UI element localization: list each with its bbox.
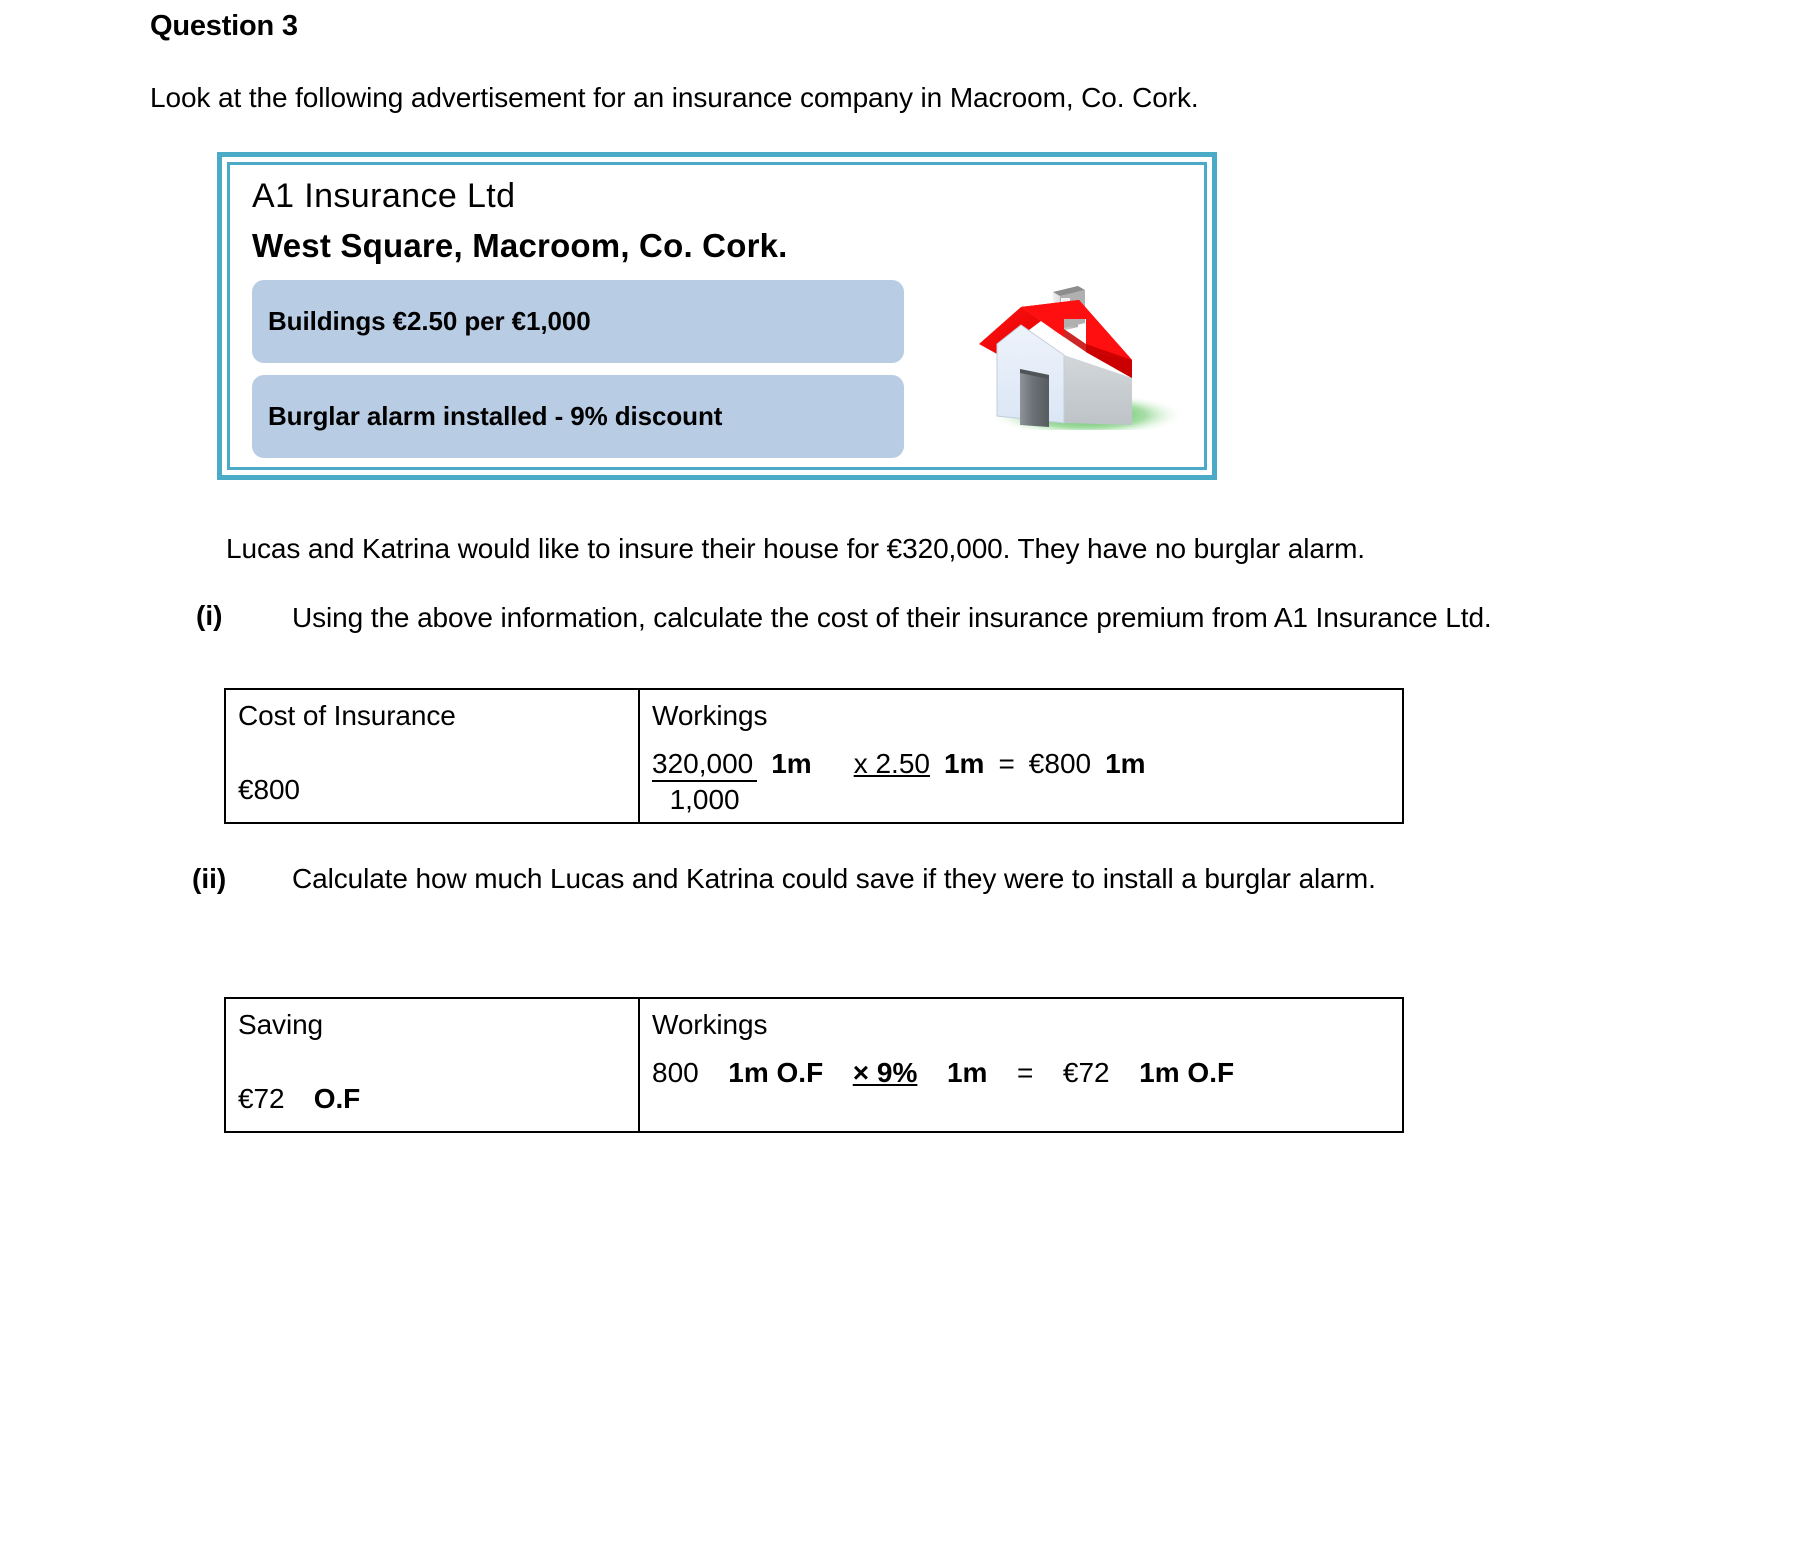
saving-label-cell [225,998,639,1132]
part-ii-text: Calculate how much Lucas and Katrina could save if they were to install a burglar alarm. [292,863,1376,894]
saving-answer-note: O.F [313,1083,361,1114]
house-icon [975,245,1205,430]
table-row [225,689,1403,823]
saving-workings-cell [639,998,1403,1132]
advertisement-address: West Square, Macroom, Co. Cork. [252,227,788,264]
part-i-marker: (i) [196,600,223,631]
saving-answer-value: €72 [238,1083,285,1114]
advertisement-pill-burglar-alarm-label: Burglar alarm installed - 9% discount [268,401,723,431]
premium-answer-table [224,688,1404,824]
premium-mark-3: 1m [1105,748,1146,779]
part-ii-marker: (ii) [192,863,227,894]
premium-result: €800 [1028,748,1092,779]
premium-workings-cell [639,689,1403,823]
saving-mark-1: 1m O.F [728,1057,824,1088]
advertisement-pill-burglar-alarm [252,375,904,458]
premium-fraction-numerator: 320,000 [652,748,757,782]
saving-base: 800 [652,1057,699,1088]
intro-paragraph: Look at the following advertisement for an insurance company in Macroom, Co. Cork. [150,82,1199,113]
advertisement-inner-frame [227,162,1207,470]
premium-fraction [652,748,757,816]
premium-label-cell [225,689,639,823]
premium-label-header: Cost of Insurance [238,700,456,731]
saving-workings-header: Workings [652,1009,768,1040]
saving-mark-3: 1m O.F [1139,1057,1235,1088]
advertisement-box [217,152,1217,480]
premium-workings-header: Workings [652,700,768,731]
saving-percent: × 9% [852,1057,918,1088]
scenario-paragraph: Lucas and Katrina would like to insure their house for €320,000. They have no burglar alarm. [226,533,1365,564]
premium-fraction-denominator: 1,000 [669,784,740,816]
part-i-text: Using the above information, calculate the cost of their insurance premium from A1 Insurance Ltd. [292,602,1492,633]
advertisement-pill-buildings-label: Buildings €2.50 per €1,000 [268,306,591,336]
premium-mark-1: 1m [771,748,812,779]
premium-answer-value: €800 [238,774,300,805]
page-title: Question 3 [150,10,298,42]
saving-label-header: Saving [238,1009,324,1040]
premium-mark-2: 1m [943,748,985,779]
premium-workings-expression [652,748,1146,816]
saving-mark-2: 1m [946,1057,988,1088]
premium-multiplier: x 2.50 [853,748,930,779]
advertisement-company-name: A1 Insurance Ltd [252,177,516,215]
saving-answer-table [224,997,1404,1133]
saving-answer-value-wrap [238,1083,360,1115]
saving-workings-expression [652,1057,1234,1089]
advertisement-pill-buildings [252,280,904,363]
saving-equals: = [1016,1057,1034,1088]
table-row [225,998,1403,1132]
saving-result: €72 [1062,1057,1110,1088]
premium-equals: = [998,748,1015,779]
